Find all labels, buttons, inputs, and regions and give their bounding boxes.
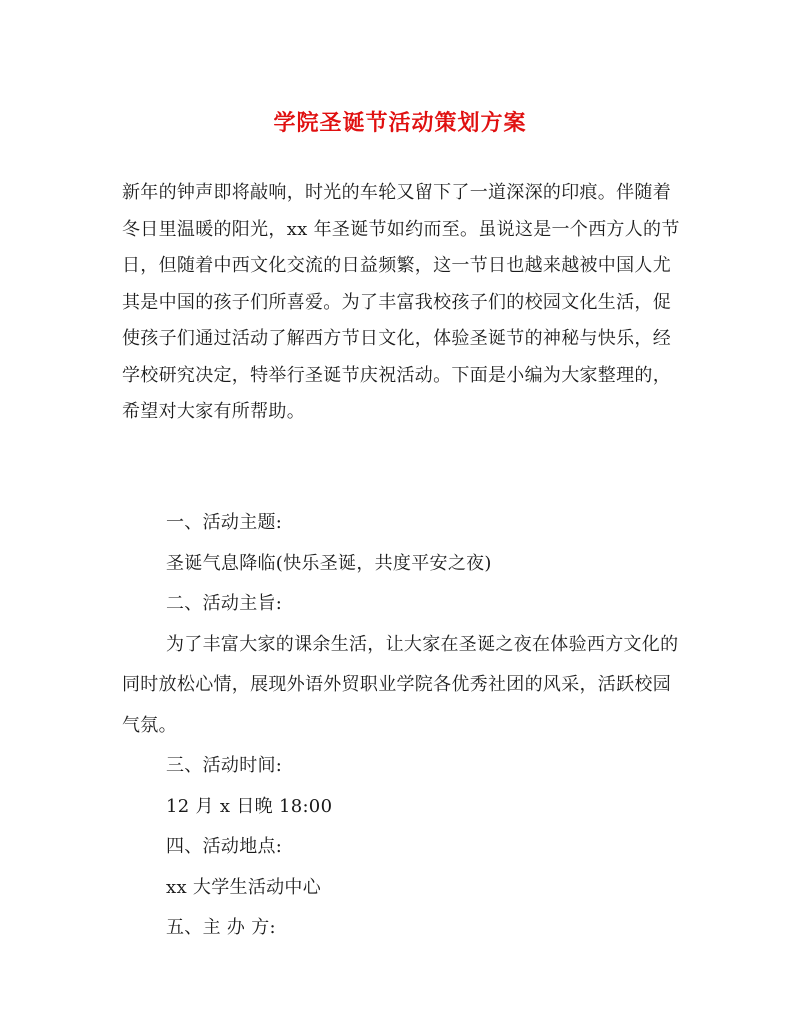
intro-paragraph — [122, 175, 682, 431]
section-text-theme: 圣诞气息降临(快乐圣诞，共度平安之夜) — [166, 552, 492, 574]
purpose-line: 同时放松心情，展现外语外贸职业学院各优秀社团的风采，活跃校园 — [122, 674, 671, 695]
document-title: 学院圣诞节活动策划方案 — [273, 110, 527, 136]
section-text-location: xx 大学生活动中心 — [166, 876, 322, 898]
section-heading-time: 三、活动时间: — [166, 755, 283, 776]
purpose-line: 气氛。 — [122, 714, 177, 736]
intro-line: 日，但随着中西文化交流的日益频繁，这一节日也越来越被中国人尤 — [122, 255, 671, 276]
intro-line: 希望对大家有所帮助。 — [122, 401, 305, 422]
section-heading-organizer: 五、主 办 方: — [166, 917, 276, 938]
section-heading-location: 四、活动地点: — [166, 836, 283, 857]
intro-line: 其是中国的孩子们所喜爱。为了丰富我校孩子们的校园文化生活，促 — [122, 291, 671, 313]
intro-line: 新年的钟声即将敲响，时光的车轮又留下了一道深深的印痕。伴随着 — [122, 182, 671, 203]
intro-line: 冬日里温暖的阳光，xx 年圣诞节如约而至。虽说这是一个西方人的节 — [122, 218, 680, 240]
intro-line: 使孩子们通过活动了解西方节日文化，体验圣诞节的神秘与快乐，经 — [122, 328, 671, 349]
section-heading-purpose: 二、活动主旨: — [166, 593, 283, 614]
document-sections — [122, 503, 682, 949]
section-text-time: 12 月 x 日晚 18:00 — [166, 795, 333, 817]
intro-line: 学校研究决定，特举行圣诞节庆祝活动。下面是小编为大家整理的， — [122, 364, 671, 386]
purpose-line: 为了丰富大家的课余生活，让大家在圣诞之夜在体验西方文化的 — [166, 633, 679, 655]
section-heading-theme: 一、活动主题: — [166, 512, 283, 533]
